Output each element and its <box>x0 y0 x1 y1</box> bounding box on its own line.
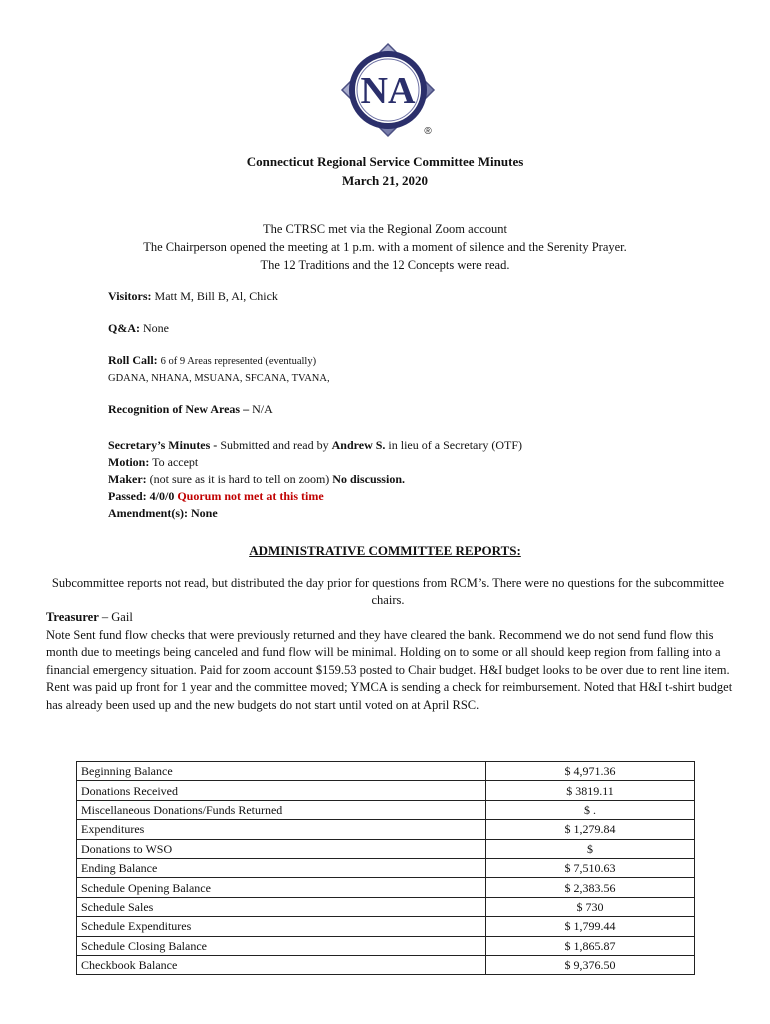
finance-amount: $ 730 <box>486 897 695 916</box>
na-logo <box>338 40 438 140</box>
finance-row <box>77 858 695 877</box>
secretary-label: Secretary’s Minutes - <box>108 438 218 452</box>
treasurer-label: Treasurer <box>46 610 99 624</box>
new-areas-value: N/A <box>252 402 273 416</box>
secretary-text-2: in lieu of a Secretary (OTF) <box>388 438 523 452</box>
finance-amount: $ 9,376.50 <box>486 955 695 974</box>
finance-label: Checkbook Balance <box>77 955 486 974</box>
qa-line <box>108 320 169 337</box>
finance-amount: $ 3819.11 <box>486 781 695 800</box>
finance-label: Donations to WSO <box>77 839 486 858</box>
finance-row <box>77 917 695 936</box>
finance-row <box>77 820 695 839</box>
quorum-note: Quorum not met at this time <box>177 489 324 503</box>
qa-value: None <box>143 321 169 335</box>
intro-line: The CTRSC met via the Regional Zoom account <box>262 222 508 236</box>
secretary-text: Submitted and read by <box>220 438 329 452</box>
document-heading <box>0 152 770 190</box>
treasurer-name: – Gail <box>101 610 133 624</box>
visitors-line <box>108 288 278 305</box>
admin-reports-note: Subcommittee reports not read, but distributed the day prior for questions from RCM’s. There were no questions for the subcommittee chairs. <box>51 576 725 607</box>
finance-row <box>77 800 695 819</box>
finance-table <box>76 761 695 975</box>
finance-amount: $ 1,865.87 <box>486 936 695 955</box>
passed-label: Passed: <box>108 489 147 503</box>
finance-amount: $ . <box>486 800 695 819</box>
finance-amount: $ 7,510.63 <box>486 858 695 877</box>
maker-line <box>108 471 522 488</box>
maker-note: No discussion. <box>332 472 405 486</box>
finance-amount: $ 4,971.36 <box>486 762 695 781</box>
finance-label: Schedule Expenditures <box>77 917 486 936</box>
secretary-line <box>108 437 522 454</box>
admin-reports-title: ADMINISTRATIVE COMMITTEE REPORTS: <box>249 543 521 558</box>
new-areas-line <box>108 401 273 418</box>
logo-letters: NA <box>360 70 416 112</box>
finance-row <box>77 878 695 897</box>
secretary-block <box>108 437 522 522</box>
roll-call-label: Roll Call: <box>108 353 158 367</box>
finance-label: Ending Balance <box>77 858 486 877</box>
motion-line <box>108 454 522 471</box>
roll-call-areas: GDANA, NHANA, MSUANA, SFCANA, TVANA, <box>108 373 330 384</box>
visitors-value: Matt M, Bill B, Al, Chick <box>154 289 278 303</box>
amendment-line: Amendment(s): None <box>108 506 218 520</box>
motion-label: Motion: <box>108 455 150 469</box>
treasurer-block <box>46 609 736 715</box>
treasurer-note: Note Sent fund flow checks that were previously returned and they have cleared the bank. Recommend we do not send fund flow this month due to meetings being canceled and fund flow will be minimal. Holding on to some or all should keep region from falling into a financial emergency situation. Paid for zoom account $159.53 posted to Chair budget. H&I budget looks to be over due to rent line item. Rent was paid up front for 1 year and the committee moved; YMCA is sending a check for reimbursement. Noted that H&I t-shirt budget has already been used up and the new budgets do not start until voted on at April RSC. <box>46 627 733 712</box>
passed-value: 4/0/0 <box>149 489 175 503</box>
finance-amount: $ 1,279.84 <box>486 820 695 839</box>
intro-block <box>0 220 770 274</box>
document-date: March 21, 2020 <box>341 173 429 188</box>
passed-line <box>108 488 522 505</box>
visitors-label: Visitors: <box>108 289 152 303</box>
qa-label: Q&A: <box>108 321 140 335</box>
intro-line: The Chairperson opened the meeting at 1 p.m. with a moment of silence and the Serenity Prayer. <box>143 240 627 254</box>
maker-label: Maker: <box>108 472 147 486</box>
finance-label: Schedule Sales <box>77 897 486 916</box>
finance-label: Donations Received <box>77 781 486 800</box>
finance-label: Expenditures <box>77 820 486 839</box>
finance-amount: $ 1,799.44 <box>486 917 695 936</box>
registered-mark: ® <box>424 126 432 137</box>
finance-label: Beginning Balance <box>77 762 486 781</box>
finance-label: Schedule Opening Balance <box>77 878 486 897</box>
finance-row <box>77 955 695 974</box>
intro-line: The 12 Traditions and the 12 Concepts were read. <box>260 258 510 272</box>
motion-value: To accept <box>152 455 199 469</box>
finance-label: Schedule Closing Balance <box>77 936 486 955</box>
finance-label: Miscellaneous Donations/Funds Returned <box>77 800 486 819</box>
finance-amount: $ <box>486 839 695 858</box>
secretary-name: Andrew S. <box>331 438 386 452</box>
finance-row <box>77 897 695 916</box>
maker-value: (not sure as it is hard to tell on zoom) <box>149 472 330 486</box>
finance-row <box>77 781 695 800</box>
finance-row <box>77 936 695 955</box>
finance-row <box>77 762 695 781</box>
roll-call-block <box>108 352 330 387</box>
document-title: Connecticut Regional Service Committee Minutes <box>246 154 524 169</box>
finance-row <box>77 839 695 858</box>
roll-call-value: 6 of 9 Areas represented (eventually) <box>160 356 317 367</box>
finance-amount: $ 2,383.56 <box>486 878 695 897</box>
new-areas-label: Recognition of New Areas – <box>108 402 250 416</box>
